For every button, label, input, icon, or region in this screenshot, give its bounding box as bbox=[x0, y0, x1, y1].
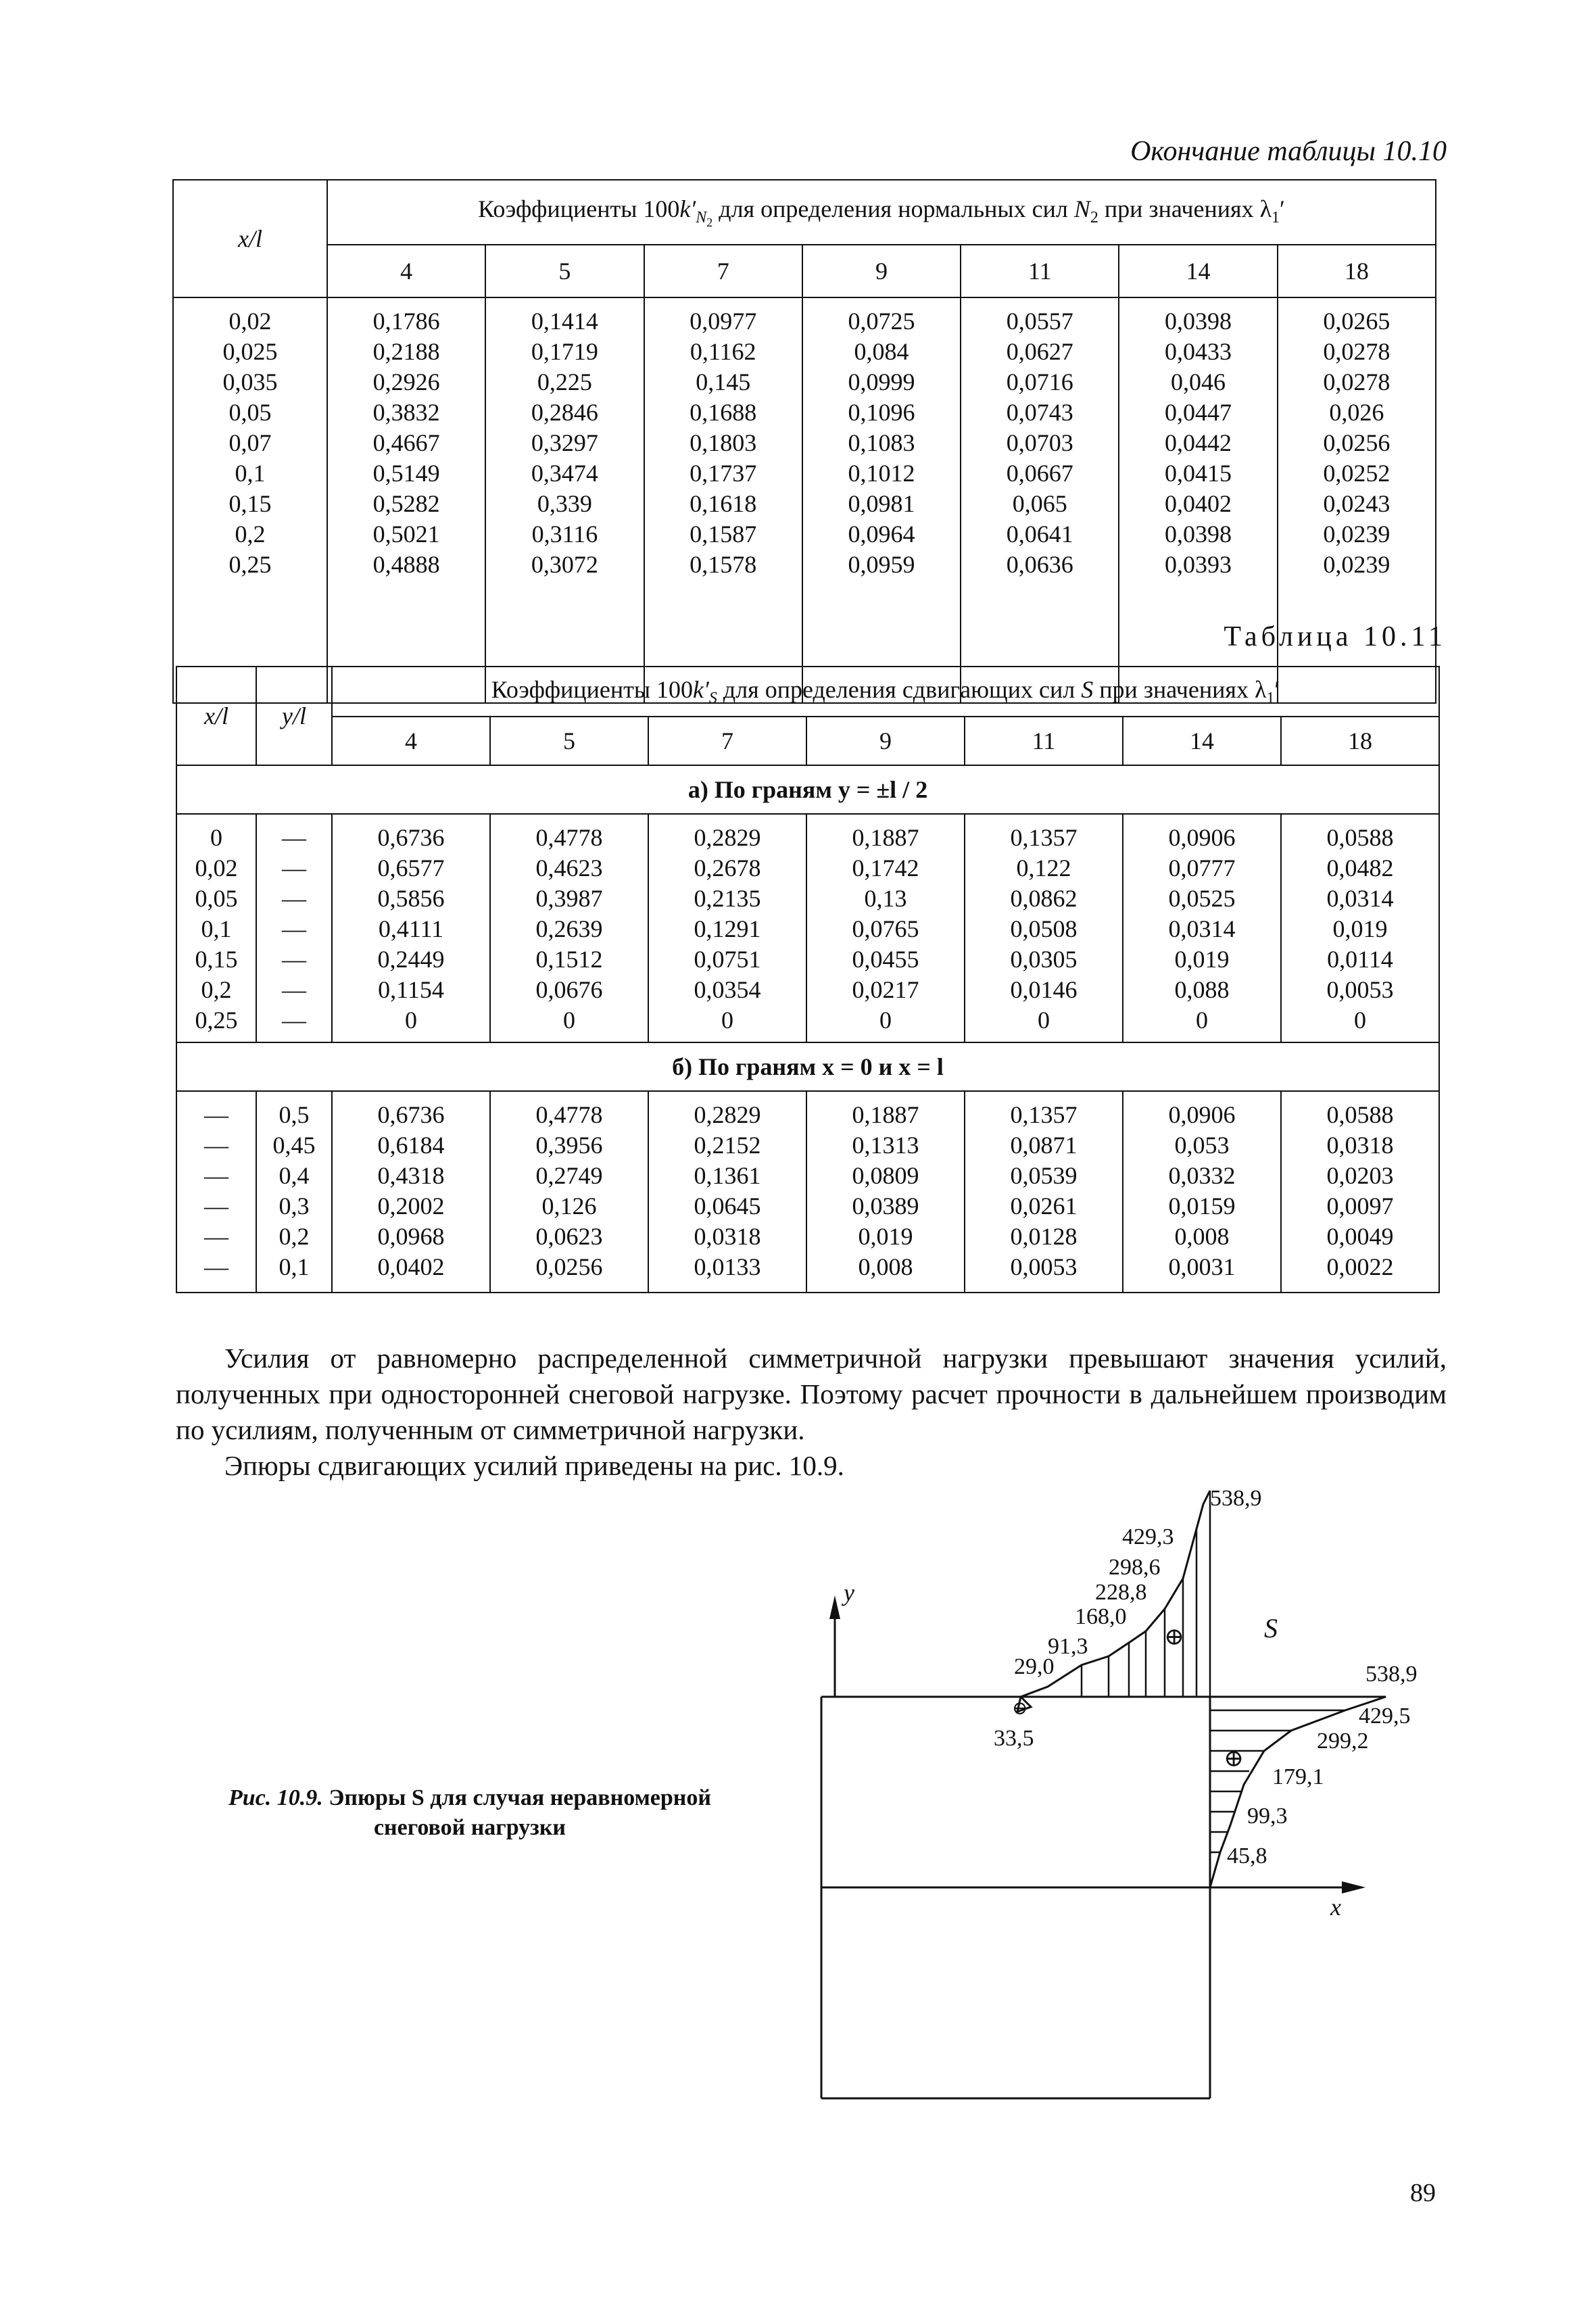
lambda-header: 14 bbox=[1123, 717, 1281, 765]
table-cell: 0,0203 bbox=[1326, 1162, 1394, 1189]
table-cell: 0,0402 bbox=[377, 1253, 445, 1280]
table-cell: 0,4623 bbox=[535, 854, 603, 882]
table-cell: 0,4 bbox=[279, 1162, 310, 1189]
table-cell: 0,1803 bbox=[690, 429, 757, 456]
table-cell: 0,1587 bbox=[690, 521, 757, 548]
table-cell: 0,1887 bbox=[852, 1101, 919, 1128]
table-cell: — bbox=[282, 885, 306, 912]
table-cell: 0,0977 bbox=[690, 308, 757, 335]
table-cell: 0,6736 bbox=[377, 824, 445, 851]
table-cell: 0,0627 bbox=[1006, 338, 1073, 365]
table-cell: 0 bbox=[721, 1007, 733, 1034]
value-column bbox=[490, 1091, 648, 1293]
table-cell: 0,0128 bbox=[1010, 1223, 1078, 1250]
table-cell: 0,0256 bbox=[535, 1253, 603, 1280]
table-cell: — bbox=[204, 1101, 228, 1128]
table-cell: 0,1313 bbox=[852, 1132, 919, 1159]
table-cell: 0,1361 bbox=[694, 1162, 761, 1189]
table-cell: 0,019 bbox=[858, 1223, 913, 1250]
table-cell: 0,026 bbox=[1329, 399, 1384, 426]
table-cell: 0,5282 bbox=[372, 490, 440, 517]
value-column bbox=[1281, 814, 1439, 1042]
table-cell: 0,2829 bbox=[694, 824, 761, 851]
table-cell: 0,0588 bbox=[1326, 824, 1394, 851]
table-cell: 0 bbox=[1196, 1007, 1208, 1034]
x-column bbox=[173, 297, 327, 703]
lambda-header: 5 bbox=[485, 245, 644, 297]
table-cell: 0,0146 bbox=[1010, 976, 1078, 1003]
table1-title: Коэффициенты $100k'_{N_2}$ для определения нормальных сил $N_2$ при значениях $\lambda_1'$ bbox=[327, 180, 1436, 245]
value-column bbox=[965, 814, 1123, 1042]
table-cell: 0,0981 bbox=[848, 490, 915, 517]
table-cell: — bbox=[204, 1253, 228, 1280]
table-cell: 0,0641 bbox=[1006, 521, 1073, 548]
table-cell: 0,0557 bbox=[1006, 308, 1073, 335]
top-value-3: 298,6 bbox=[1109, 1555, 1161, 1580]
table-cell: 0,15 bbox=[228, 490, 272, 517]
table-cell: 0,02 bbox=[228, 308, 272, 335]
x-column bbox=[176, 814, 256, 1042]
table-cell: 0,019 bbox=[1332, 915, 1388, 942]
lambda-header: 7 bbox=[644, 245, 802, 297]
table-cell: 0,2002 bbox=[377, 1192, 445, 1220]
table-cell: 0,0964 bbox=[848, 521, 915, 548]
table-cell: 0,5856 bbox=[377, 885, 445, 912]
table-cell: 0,3297 bbox=[531, 429, 598, 456]
table-cell: 0,1096 bbox=[848, 399, 915, 426]
table-cell: 0,0114 bbox=[1327, 946, 1393, 973]
table2-label: Таблица 10.11 bbox=[1224, 621, 1447, 652]
value-column bbox=[806, 814, 965, 1042]
table-cell: 0,1012 bbox=[848, 460, 915, 487]
table-cell: 0,0053 bbox=[1326, 976, 1394, 1003]
lambda-header: 4 bbox=[327, 245, 485, 297]
table-cell: 0,0623 bbox=[535, 1223, 603, 1250]
table-cell: 0,0398 bbox=[1165, 521, 1232, 548]
negative-value: 33,5 bbox=[994, 1726, 1034, 1751]
table-cell: 0,6577 bbox=[377, 854, 445, 882]
table-cell: 0,1786 bbox=[372, 308, 440, 335]
table-cell: 0,0415 bbox=[1165, 460, 1232, 487]
table-cell: 0,0097 bbox=[1326, 1192, 1394, 1220]
table-cell: 0,1688 bbox=[690, 399, 757, 426]
table-cell: 0,0636 bbox=[1006, 551, 1073, 578]
table-cell: 0,1578 bbox=[690, 551, 757, 578]
right-value-1: 538,9 bbox=[1365, 1662, 1418, 1687]
table-cell: 0,4111 bbox=[378, 915, 444, 942]
table-cell: 0,0239 bbox=[1323, 551, 1391, 578]
table-cell: 0,5021 bbox=[372, 521, 440, 548]
lambda-header: 4 bbox=[332, 717, 490, 765]
table-cell: 0,2 bbox=[279, 1223, 310, 1250]
table-cell: 0,0393 bbox=[1165, 551, 1232, 578]
value-column bbox=[644, 297, 802, 703]
value-column bbox=[485, 297, 644, 703]
table1-caption: Окончание таблицы 10.10 bbox=[1130, 136, 1447, 167]
lambda-header: 11 bbox=[965, 717, 1123, 765]
table-cell: 0,0398 bbox=[1165, 308, 1232, 335]
figure-caption: Рис. 10.9. Эпюры S для случая неравномерной снеговой нагрузки bbox=[228, 1785, 711, 1840]
lambda-header: 14 bbox=[1119, 245, 1277, 297]
table-cell: 0,0318 bbox=[694, 1223, 761, 1250]
table-cell: 0,225 bbox=[537, 368, 592, 395]
right-value-5: 99,3 bbox=[1247, 1804, 1288, 1829]
value-column bbox=[648, 814, 806, 1042]
value-column bbox=[806, 1091, 965, 1293]
table-cell: 0 bbox=[879, 1007, 892, 1034]
table-cell: 0 bbox=[563, 1007, 575, 1034]
table-cell: 0,6184 bbox=[377, 1132, 445, 1159]
paragraph-2: Эпюры сдвигающих усилий приведены на рис. 10.9. bbox=[224, 1450, 844, 1481]
table-cell: 0,0252 bbox=[1323, 460, 1391, 487]
lambda-header: 9 bbox=[802, 245, 961, 297]
table-cell: 0,4888 bbox=[372, 551, 440, 578]
plus-sign-top: ⊕ bbox=[1164, 1623, 1185, 1650]
table-cell: 0,0389 bbox=[852, 1192, 919, 1220]
y-column bbox=[256, 814, 332, 1042]
table-cell: 0,1414 bbox=[531, 308, 598, 335]
table-cell: 0,2639 bbox=[535, 915, 603, 942]
table-cell: 0,2449 bbox=[377, 946, 445, 973]
table-cell: 0,084 bbox=[854, 338, 909, 365]
table-cell: 0,2 bbox=[235, 521, 266, 548]
table-cell: — bbox=[282, 824, 306, 851]
table-cell: 0,053 bbox=[1174, 1132, 1230, 1159]
table-cell: 0,2678 bbox=[694, 854, 761, 882]
x-header: x/l bbox=[173, 180, 327, 297]
table-cell: 0,0239 bbox=[1323, 521, 1391, 548]
table-cell: 0,0133 bbox=[694, 1253, 761, 1280]
table-cell: 0,0508 bbox=[1010, 915, 1078, 942]
table-cell: — bbox=[282, 946, 306, 973]
lambda-header: 7 bbox=[648, 717, 806, 765]
right-value-6: 45,8 bbox=[1227, 1843, 1267, 1868]
table-cell: 0,008 bbox=[1174, 1223, 1230, 1250]
value-column bbox=[965, 1091, 1123, 1293]
table-cell: 0,4778 bbox=[535, 824, 603, 851]
value-column bbox=[1281, 1091, 1439, 1293]
table-cell: 0,065 bbox=[1012, 490, 1067, 517]
table-cell: 0,1887 bbox=[852, 824, 919, 851]
table-cell: 0,0482 bbox=[1326, 854, 1394, 882]
table-cell: 0,0354 bbox=[694, 976, 761, 1003]
table-cell: 0,1 bbox=[279, 1253, 310, 1280]
paragraph-1: Усилия от равномерно распределенной симметричной нагрузки превышают значения усилий, полученных при односторонней снеговой нагрузке. Поэтому расчет прочности в дальнейшем производим по усилиям, полученным от симметричной нагрузки. bbox=[176, 1343, 1447, 1445]
table-cell: 0,0314 bbox=[1168, 915, 1236, 942]
table-cell: 0,088 bbox=[1174, 976, 1230, 1003]
table-cell: 0,25 bbox=[195, 1007, 238, 1034]
value-column bbox=[332, 1091, 490, 1293]
table-cell: 0,45 bbox=[272, 1132, 316, 1159]
top-value-5: 168,0 bbox=[1075, 1604, 1127, 1629]
table-cell: 0,0447 bbox=[1165, 399, 1232, 426]
table-cell: — bbox=[204, 1192, 228, 1220]
x-axis-arrow bbox=[1342, 1881, 1365, 1893]
value-column bbox=[1123, 1091, 1281, 1293]
table-cell: 0,0261 bbox=[1010, 1192, 1078, 1220]
table-cell: 0,05 bbox=[195, 885, 238, 912]
table-cell: 0,0318 bbox=[1326, 1132, 1394, 1159]
table-cell: 0,035 bbox=[222, 368, 278, 395]
lambda-header: 5 bbox=[490, 717, 648, 765]
table-cell: 0,0968 bbox=[377, 1223, 445, 1250]
table-cell: 0,0809 bbox=[852, 1162, 919, 1189]
table-10-11 bbox=[176, 666, 1440, 1293]
table-cell: 0,122 bbox=[1016, 854, 1071, 882]
table-cell: 0 bbox=[210, 824, 222, 851]
s-label: S bbox=[1264, 1613, 1278, 1643]
table-cell: — bbox=[204, 1223, 228, 1250]
table-cell: 0,0525 bbox=[1168, 885, 1236, 912]
table-cell: 0,4778 bbox=[535, 1101, 603, 1128]
lambda-header: 18 bbox=[1281, 717, 1439, 765]
table-cell: — bbox=[282, 976, 306, 1003]
table-cell: 0,2152 bbox=[694, 1132, 761, 1159]
top-value-2: 429,3 bbox=[1122, 1524, 1174, 1549]
table-cell: 0,0442 bbox=[1165, 429, 1232, 456]
table-cell: 0,0305 bbox=[1010, 946, 1078, 973]
table-cell: 0,0539 bbox=[1010, 1162, 1078, 1189]
table-cell: 0,2135 bbox=[694, 885, 761, 912]
table-cell: 0,25 bbox=[228, 551, 272, 578]
table-cell: 0,019 bbox=[1174, 946, 1230, 973]
table-cell: 0,0667 bbox=[1006, 460, 1073, 487]
table-cell: 0,0031 bbox=[1168, 1253, 1236, 1280]
table-cell: — bbox=[282, 854, 306, 882]
page-number: 89 bbox=[1410, 2179, 1436, 2207]
table-cell: 0,1 bbox=[201, 915, 232, 942]
table-cell: — bbox=[282, 1007, 306, 1034]
table-cell: 0,145 bbox=[696, 368, 751, 395]
value-column bbox=[490, 814, 648, 1042]
table-cell: 0,3987 bbox=[535, 885, 603, 912]
table-cell: 0,0751 bbox=[694, 946, 761, 973]
axis-x-label: x bbox=[1330, 1893, 1341, 1921]
table-cell: 0,0871 bbox=[1010, 1132, 1078, 1159]
table-cell: 0,3474 bbox=[531, 460, 598, 487]
table-cell: 0,2846 bbox=[531, 399, 598, 426]
table-cell: 0,3956 bbox=[535, 1132, 603, 1159]
top-value-7: 29,0 bbox=[1014, 1654, 1055, 1679]
table-cell: 0,0999 bbox=[848, 368, 915, 395]
table-cell: 0,0765 bbox=[852, 915, 919, 942]
table-cell: 0,1357 bbox=[1010, 1101, 1078, 1128]
table-cell: — bbox=[282, 915, 306, 942]
table-cell: 0,1737 bbox=[690, 460, 757, 487]
table-cell: 0,2188 bbox=[372, 338, 440, 365]
table-cell: 0,5 bbox=[279, 1101, 310, 1128]
table-cell: — bbox=[204, 1162, 228, 1189]
table-cell: 0,0278 bbox=[1323, 338, 1391, 365]
table-cell: — bbox=[204, 1132, 228, 1159]
table-cell: 0,2749 bbox=[535, 1162, 603, 1189]
table-cell: 0,025 bbox=[222, 338, 278, 365]
table-cell: 0,1742 bbox=[852, 854, 919, 882]
table-cell: 0,0159 bbox=[1168, 1192, 1236, 1220]
table-cell: 0,3072 bbox=[531, 551, 598, 578]
table-cell: 0,0743 bbox=[1006, 399, 1073, 426]
table-cell: 0,0022 bbox=[1326, 1253, 1394, 1280]
table-cell: 0,0433 bbox=[1165, 338, 1232, 365]
table-cell: 0,0716 bbox=[1006, 368, 1073, 395]
table-cell: 0,1719 bbox=[531, 338, 598, 365]
table-cell: 0,1162 bbox=[690, 338, 756, 365]
value-column bbox=[332, 814, 490, 1042]
table-cell: 0,2926 bbox=[372, 368, 440, 395]
top-value-4: 228,8 bbox=[1095, 1580, 1147, 1605]
lambda-header: 9 bbox=[806, 717, 965, 765]
table-cell: 0,07 bbox=[228, 429, 272, 456]
minus-sign: ⊖ bbox=[1012, 1698, 1028, 1719]
table-cell: 0,0402 bbox=[1165, 490, 1232, 517]
table-cell: 0,6736 bbox=[377, 1101, 445, 1128]
top-value-6: 91,3 bbox=[1048, 1634, 1088, 1659]
table-cell: 0 bbox=[1354, 1007, 1366, 1034]
lambda-header: 11 bbox=[961, 245, 1119, 297]
y-header: y/l bbox=[256, 667, 332, 765]
top-value-1: 538,9 bbox=[1210, 1486, 1262, 1511]
table-cell: 0,4667 bbox=[372, 429, 440, 456]
table-cell: 0,0862 bbox=[1010, 885, 1078, 912]
y-column bbox=[256, 1091, 332, 1293]
table-cell: 0,1291 bbox=[694, 915, 761, 942]
table-cell: 0,2 bbox=[201, 976, 232, 1003]
table-cell: 0,0906 bbox=[1168, 824, 1236, 851]
table-cell: 0,15 bbox=[195, 946, 238, 973]
table2-title: Коэффициенты $100k'_S$ для определения сдвигающих сил S при значениях $\lambda_1'$ bbox=[332, 667, 1439, 717]
table-cell: 0,0645 bbox=[694, 1192, 761, 1220]
plus-sign-right: ⊕ bbox=[1224, 1745, 1244, 1772]
table-cell: 0,3 bbox=[279, 1192, 310, 1220]
table-cell: 0,4318 bbox=[377, 1162, 445, 1189]
table-cell: 0,046 bbox=[1171, 368, 1226, 395]
right-value-4: 179,1 bbox=[1272, 1764, 1324, 1789]
x-column bbox=[176, 1091, 256, 1293]
value-column bbox=[1123, 814, 1281, 1042]
table-cell: 0,0703 bbox=[1006, 429, 1073, 456]
right-value-3: 299,2 bbox=[1317, 1729, 1369, 1754]
table-cell: 0,02 bbox=[195, 854, 238, 882]
table-cell: 0,339 bbox=[537, 490, 592, 517]
table-cell: 0,3832 bbox=[372, 399, 440, 426]
table-cell: 0,0906 bbox=[1168, 1101, 1236, 1128]
table-cell: 0,0053 bbox=[1010, 1253, 1078, 1280]
table-cell: 0,126 bbox=[541, 1192, 597, 1220]
table-cell: 0,0314 bbox=[1326, 885, 1394, 912]
table-cell: 0,008 bbox=[858, 1253, 913, 1280]
table-cell: 0,1 bbox=[235, 460, 266, 487]
table-cell: 0,1512 bbox=[535, 946, 603, 973]
table-cell: 0,0049 bbox=[1326, 1223, 1394, 1250]
table-cell: 0,5149 bbox=[372, 460, 440, 487]
table-cell: 0,2829 bbox=[694, 1101, 761, 1128]
table-cell: 0,0256 bbox=[1323, 429, 1391, 456]
table-cell: 0 bbox=[1038, 1007, 1050, 1034]
lambda-header: 18 bbox=[1278, 245, 1436, 297]
table-cell: 0,0278 bbox=[1323, 368, 1391, 395]
table-cell: 0,0332 bbox=[1168, 1162, 1236, 1189]
table-cell: 0,1618 bbox=[690, 490, 757, 517]
table-cell: 0,0217 bbox=[852, 976, 919, 1003]
table-cell: 0,0588 bbox=[1326, 1101, 1394, 1128]
y-axis-arrow bbox=[829, 1595, 840, 1619]
table-cell: 0,0455 bbox=[852, 946, 919, 973]
table-cell: 0,0959 bbox=[848, 551, 915, 578]
table-cell: 0,1154 bbox=[378, 976, 444, 1003]
value-column bbox=[802, 297, 961, 703]
table-cell: 0,13 bbox=[864, 885, 907, 912]
table-cell: 0,05 bbox=[228, 399, 272, 426]
table-cell: 0,0777 bbox=[1168, 854, 1236, 882]
table-cell: 0,0265 bbox=[1323, 308, 1391, 335]
x-header: x/l bbox=[176, 667, 256, 765]
table-cell: 0,0243 bbox=[1323, 490, 1391, 517]
axis-y-label: y bbox=[844, 1579, 854, 1606]
table-cell: 0,1357 bbox=[1010, 824, 1078, 851]
table-cell: 0,1083 bbox=[848, 429, 915, 456]
table-cell: 0 bbox=[405, 1007, 417, 1034]
section-b-title: б) По граням x = 0 и x = l bbox=[176, 1042, 1439, 1091]
value-column bbox=[327, 297, 485, 703]
section-a-title: а) По граням y = ±l / 2 bbox=[176, 765, 1439, 814]
right-value-2: 429,5 bbox=[1359, 1704, 1411, 1729]
table-cell: 0,0676 bbox=[535, 976, 603, 1003]
table-cell: 0,0725 bbox=[848, 308, 915, 335]
value-column bbox=[648, 1091, 806, 1293]
table-cell: 0,3116 bbox=[531, 521, 598, 548]
